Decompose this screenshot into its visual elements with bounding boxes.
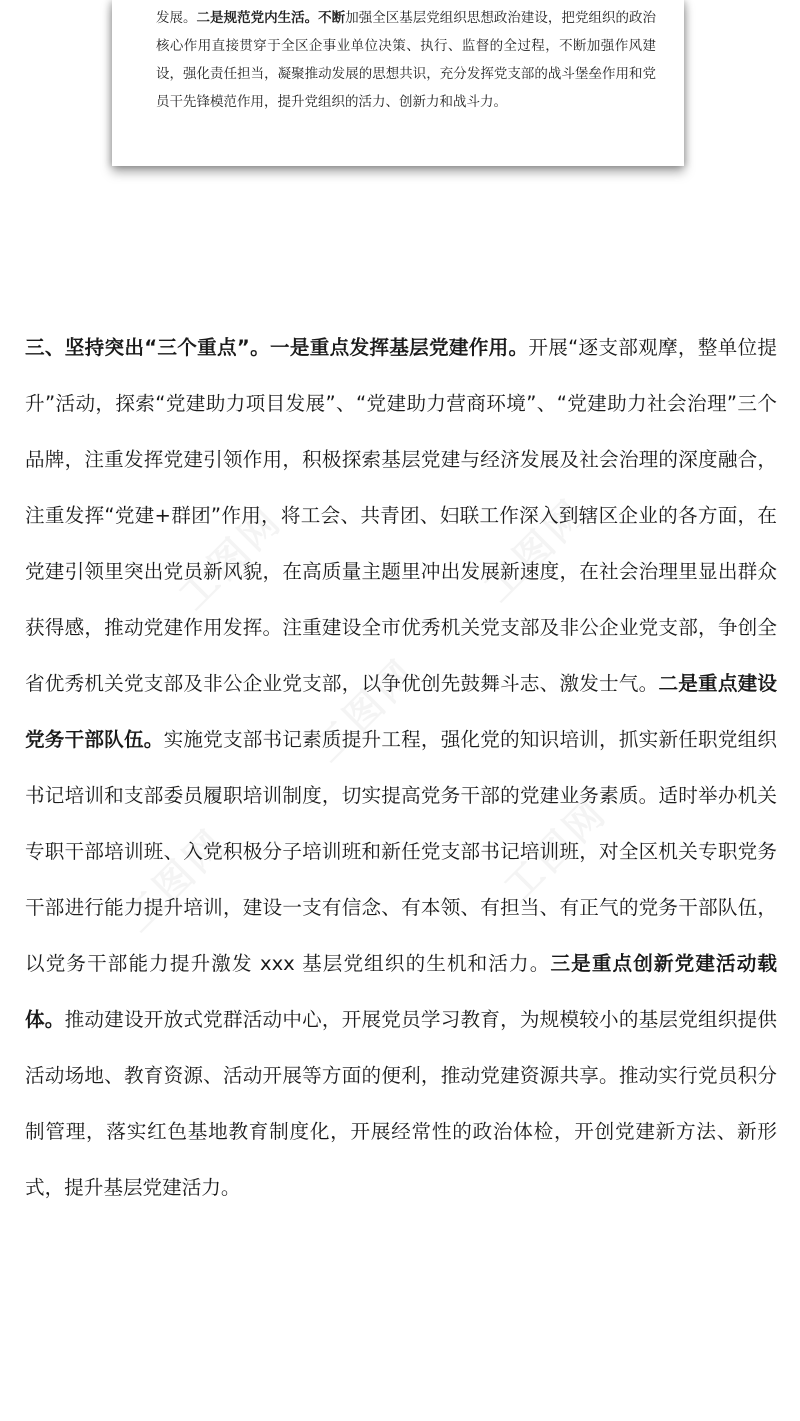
- point-2-text: 实施党支部书记素质提升工程，强化党的知识培训，抓实新任职党组织书记培训和支部委员履职培训制度，切实提高党务干部的党建业务素质。适时举办机关专职干部培训班、入党积极分子培训班和新任党支部书记培训班，对全区机关专职党务干部进行能力提升培训，建设一支有信念、有本领、有担当、有正气的党务干部队伍，以党务干部能力提升激发 xxx 基层党组织的生机和活力。: [25, 728, 778, 975]
- section-heading: 三、坚持突出“三个重点”。: [25, 336, 270, 359]
- excerpt-paragraph: [156, 4, 656, 116]
- point-1-heading: 一是重点发挥基层党建作用。: [269, 336, 529, 359]
- excerpt-text-1: 发展。: [156, 10, 197, 26]
- excerpt-subheading: 二是规范党内生活。: [196, 10, 319, 26]
- excerpt-card: [112, 0, 684, 166]
- point-3-text: 推动建设开放式党群活动中心，开展党员学习教育，为规模较小的基层党组织提供活动场地、教育资源、活动开展等方面的便利，推动党建资源共享。推动实行党员积分制管理，落实红色基地教育制度化，开展经常性的政治体检，开创党建新方法、新形式，提升基层党建活力。: [25, 1008, 778, 1199]
- excerpt-subheading-tail: 不断: [318, 10, 346, 26]
- point-1-text: 开展“逐支部观摩，整单位提升”活动，探索“党建助力项目发展”、“党建助力营商环境”、“党建助力社会治理”三个品牌，注重发挥党建引领作用，积极探索基层党建与经济发展及社会治理的深度融合，注重发挥“党建+群团”作用，将工会、共青团、妇联工作深入到辖区企业的各方面，在党建引领里突出党员新风貌，在高质量主题里冲出发展新速度，在社会治理里显出群众获得感，推动党建作用发挥。注重建设全市优秀机关党支部及非公企业党支部，争创全省优秀机关党支部及非公企业党支部，以争优创先鼓舞斗志、激发士气。: [25, 336, 777, 695]
- point-3-heading: 三是重点创新党建活动载体。: [25, 952, 778, 1031]
- excerpt-text-2: 加强全区基层党组织思想政治建设，把党组织的政治核心作用直接贯穿于全区企事业单位决策、执行、监督的全过程，不断加强作风建设，强化责任担当，凝聚推动发展的思想共识，充分发挥党支部的战斗堡垒作用和党员干先锋模范作用，提升党组织的活力、创新力和战斗力。: [156, 10, 657, 110]
- point-2-heading: 二是重点建设党务干部队伍。: [25, 672, 778, 751]
- section-paragraph: [25, 320, 777, 1216]
